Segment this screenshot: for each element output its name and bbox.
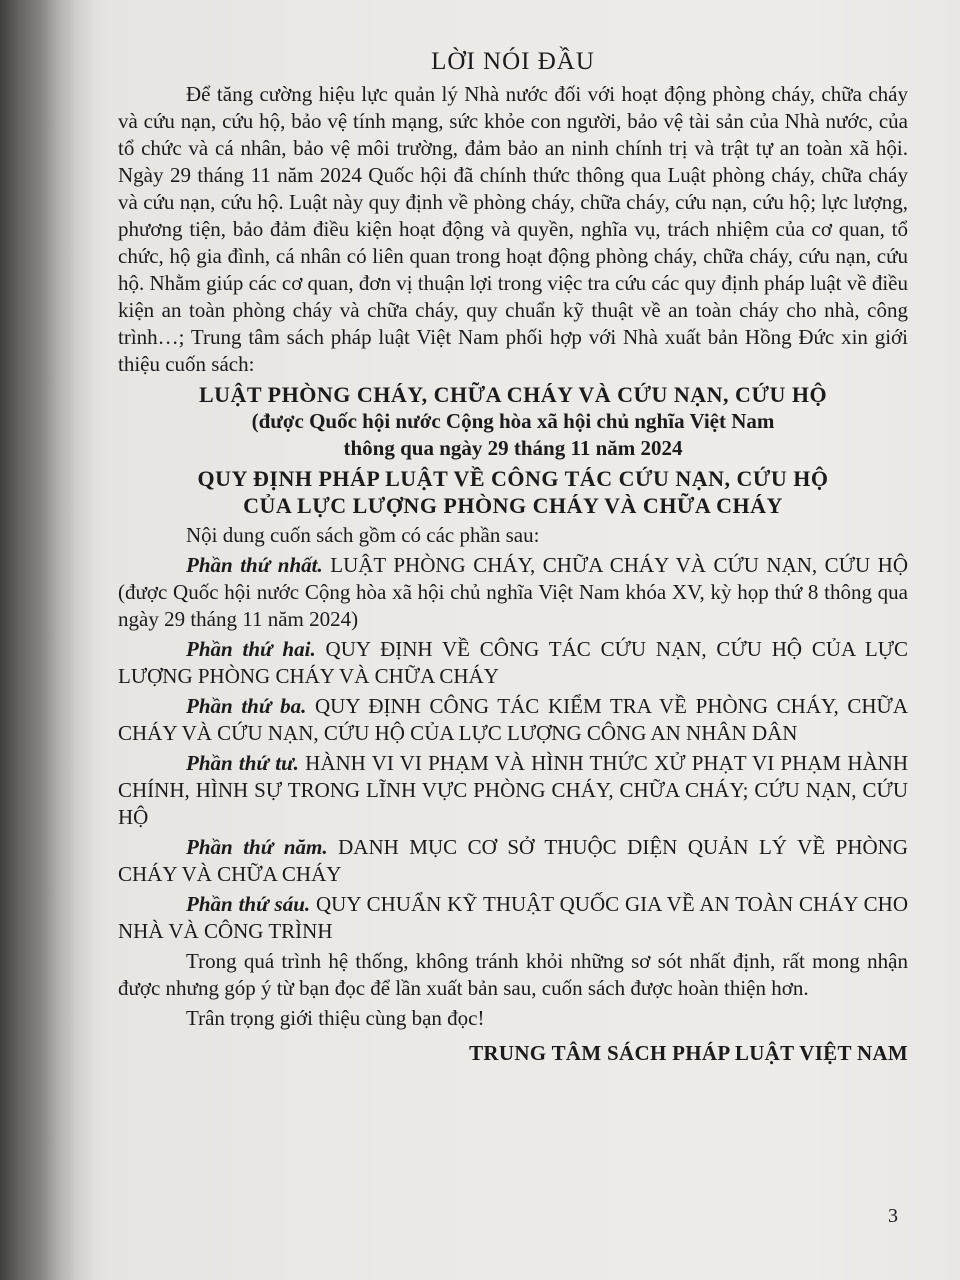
part-1-lead: Phần thứ nhất.	[186, 553, 323, 577]
part-6-text: QUY CHUẨN KỸ THUẬT QUỐC GIA VỀ AN TOÀN CHÁY CHO NHÀ VÀ CÔNG TRÌNH	[118, 892, 908, 943]
book-title-line-3: thông qua ngày 29 tháng 11 năm 2024	[343, 436, 683, 460]
book-title-line-2: (được Quốc hội nước Cộng hòa xã hội chủ nghĩa Việt Nam	[251, 409, 775, 433]
book-title-line-5: CỦA LỰC LƯỢNG PHÒNG CHÁY VÀ CHỮA CHÁY	[243, 493, 783, 518]
part-2-text: QUY ĐỊNH VỀ CÔNG TÁC CỨU NẠN, CỨU HỘ CỦA LỰC LƯỢNG PHÒNG CHÁY VÀ CHỮA CHÁY	[118, 637, 909, 688]
part-3	[118, 693, 908, 747]
part-3-lead: Phần thứ ba.	[186, 694, 307, 718]
page-number: 3	[888, 1205, 898, 1227]
book-title-line-4: QUY ĐỊNH PHÁP LUẬT VỀ CÔNG TÁC CỨU NẠN, CỨU HỘ	[197, 466, 829, 491]
part-4-text: HÀNH VI VI PHẠM VÀ HÌNH THỨC XỬ PHẠT VI PHẠM HÀNH CHÍNH, HÌNH SỰ TRONG LĨNH VỰC PHÒNG CHÁY, CHỮA CHÁY; CỨU NẠN, CỨU HỘ	[118, 751, 908, 829]
part-6	[118, 891, 908, 945]
part-1-text: LUẬT PHÒNG CHÁY, CHỮA CHÁY VÀ CỨU NẠN, CỨU HỘ (được Quốc hội nước Cộng hòa xã hội chủ nghĩa Việt Nam khóa XV, kỳ họp thứ 8 thông qua ngày 29 tháng 11 năm 2024)	[118, 553, 908, 631]
part-6-lead: Phần thứ sáu.	[186, 892, 311, 916]
part-1	[118, 552, 908, 633]
part-3-text: QUY ĐỊNH CÔNG TÁC KIỂM TRA VỀ PHÒNG CHÁY, CHỮA CHÁY VÀ CỨU NẠN, CỨU HỘ CỦA LỰC LƯỢNG CÔNG AN NHÂN DÂN	[118, 694, 908, 745]
intro-paragraph: Để tăng cường hiệu lực quản lý Nhà nước đối với hoạt động phòng cháy, chữa cháy và cứu nạn, cứu hộ, bảo vệ tính mạng, sức khỏe con người, bảo vệ tài sản của Nhà nước, của tổ chức và cá nhân, bảo vệ môi trường, đảm bảo an ninh chính trị và trật tự an toàn xã hội. Ngày 29 tháng 11 năm 2024 Quốc hội đã chính thức thông qua Luật phòng cháy, chữa cháy và cứu nạn, cứu hộ. Luật này quy định về phòng cháy, chữa cháy, cứu nạn, cứu hộ; lực lượng, phương tiện, bảo đảm điều kiện hoạt động và quyền, nghĩa vụ, trách nhiệm của cơ quan, tổ chức, hộ gia đình, cá nhân có liên quan trong hoạt động phòng cháy, chữa cháy, cứu nạn, cứu hộ. Nhằm giúp các cơ quan, đơn vị thuận lợi trong việc tra cứu các quy định pháp luật về điều kiện an toàn phòng cháy và chữa cháy, quy chuẩn kỹ thuật về an toàn cháy cho nhà, công trình…; Trung tâm sách pháp luật Việt Nam phối hợp với Nhà xuất bản Hồng Đức xin giới thiệu cuốn sách:	[118, 82, 908, 376]
book-page	[118, 40, 908, 1260]
contents-intro: Nội dung cuốn sách gồm có các phần sau:	[186, 523, 540, 547]
signature: TRUNG TÂM SÁCH PHÁP LUẬT VIỆT NAM	[469, 1041, 908, 1065]
book-spine-shadow	[0, 0, 95, 1280]
part-5-lead: Phần thứ năm.	[186, 835, 328, 859]
part-5-text: DANH MỤC CƠ SỞ THUỘC DIỆN QUẢN LÝ VỀ PHÒNG CHÁY VÀ CHỮA CHÁY	[118, 835, 909, 886]
greeting: Trân trọng giới thiệu cùng bạn đọc!	[186, 1006, 485, 1030]
closing-paragraph: Trong quá trình hệ thống, không tránh khỏi những sơ sót nhất định, rất mong nhận được nhưng góp ý từ bạn đọc để lần xuất bản sau, cuốn sách được hoàn thiện hơn.	[118, 949, 908, 1000]
page-title: LỜI NÓI ĐẦU	[431, 48, 595, 75]
part-4	[118, 750, 908, 831]
book-title-line-1: LUẬT PHÒNG CHÁY, CHỮA CHÁY VÀ CỨU NẠN, CỨU HỘ	[198, 382, 828, 407]
part-2-lead: Phần thứ hai.	[186, 637, 316, 661]
part-2	[118, 636, 908, 690]
part-4-lead: Phần thứ tư.	[186, 751, 299, 775]
part-5	[118, 834, 908, 888]
